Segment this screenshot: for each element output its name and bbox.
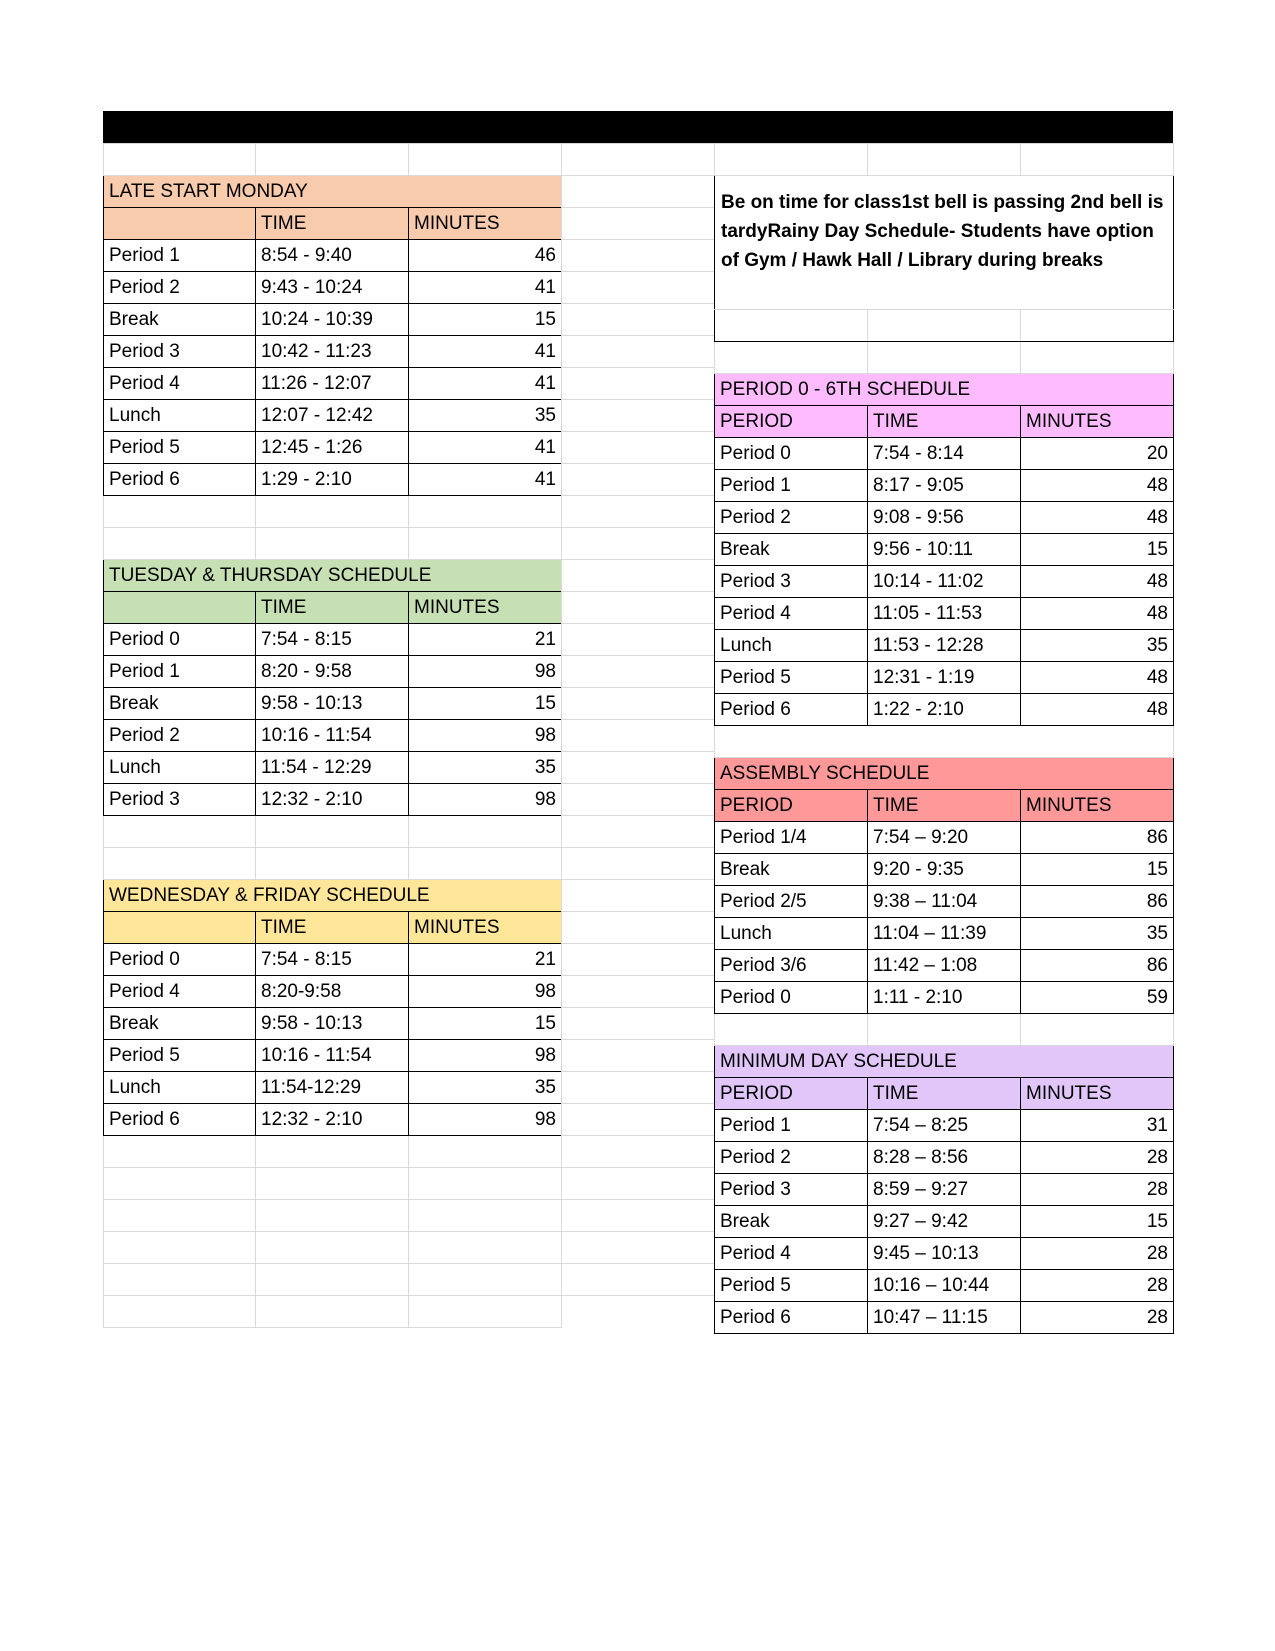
period-cell: Period 4 xyxy=(104,976,256,1008)
period-cell: Period 4 xyxy=(104,368,256,400)
time-cell: 11:54-12:29 xyxy=(256,1072,409,1104)
time-cell: 8:20 - 9:58 xyxy=(256,656,409,688)
time-cell: 12:32 - 2:10 xyxy=(256,1104,409,1136)
minutes-cell: 15 xyxy=(409,688,562,720)
period-cell: Period 2 xyxy=(715,1142,868,1174)
time-cell: 9:43 - 10:24 xyxy=(256,272,409,304)
empty-cell xyxy=(562,1264,715,1296)
empty-cell xyxy=(562,144,715,176)
period-cell: Period 6 xyxy=(104,464,256,496)
empty-cell xyxy=(562,976,715,1008)
column-header: TIME xyxy=(868,1078,1021,1110)
column-header: MINUTES xyxy=(409,912,562,944)
spacer-rows xyxy=(562,144,715,1296)
schedule-title-row xyxy=(715,1046,1174,1078)
time-cell: 10:42 - 11:23 xyxy=(256,336,409,368)
minutes-cell: 48 xyxy=(1021,502,1174,534)
time-cell: 10:47 – 11:15 xyxy=(868,1302,1021,1334)
schedule-title-row xyxy=(104,880,562,912)
table-row xyxy=(104,720,562,752)
column-header: MINUTES xyxy=(1021,790,1174,822)
time-cell: 1:11 - 2:10 xyxy=(868,982,1021,1014)
minutes-cell: 20 xyxy=(1021,438,1174,470)
table-row xyxy=(715,854,1174,886)
period-cell: Period 0 xyxy=(104,944,256,976)
minutes-cell: 98 xyxy=(409,1104,562,1136)
minutes-cell: 41 xyxy=(409,432,562,464)
minutes-cell: 15 xyxy=(1021,854,1174,886)
time-cell: 9:45 – 10:13 xyxy=(868,1238,1021,1270)
table-row xyxy=(715,886,1174,918)
table-row xyxy=(104,1008,562,1040)
time-cell: 10:16 - 11:54 xyxy=(256,1040,409,1072)
minutes-cell: 41 xyxy=(409,272,562,304)
empty-cell xyxy=(562,1008,715,1040)
empty-cell xyxy=(562,464,715,496)
empty-cell xyxy=(562,752,715,784)
column-header-row xyxy=(104,208,562,240)
empty-cell xyxy=(562,688,715,720)
right-column xyxy=(714,143,1174,1334)
table-row xyxy=(104,304,562,336)
empty-cell xyxy=(562,1072,715,1104)
table-row xyxy=(715,982,1174,1014)
period-cell: Break xyxy=(104,304,256,336)
column-header-row xyxy=(104,592,562,624)
minutes-cell: 28 xyxy=(1021,1174,1174,1206)
time-cell: 8:17 - 9:05 xyxy=(868,470,1021,502)
schedule-title: WEDNESDAY & FRIDAY SCHEDULE xyxy=(104,880,562,912)
minutes-cell: 35 xyxy=(1021,918,1174,950)
schedule-title: TUESDAY & THURSDAY SCHEDULE xyxy=(104,560,562,592)
table-row xyxy=(104,336,562,368)
time-cell: 9:56 - 10:11 xyxy=(868,534,1021,566)
period-cell: Period 5 xyxy=(104,432,256,464)
schedule-title-row xyxy=(104,560,562,592)
period-cell: Period 3 xyxy=(715,1174,868,1206)
period-cell: Period 4 xyxy=(715,598,868,630)
empty-cell xyxy=(562,208,715,240)
assembly-schedule-table xyxy=(715,758,1174,1014)
table-row xyxy=(104,752,562,784)
table-row xyxy=(104,976,562,1008)
time-cell: 10:24 - 10:39 xyxy=(256,304,409,336)
minutes-cell: 98 xyxy=(409,720,562,752)
minutes-cell: 48 xyxy=(1021,470,1174,502)
time-cell: 7:54 – 9:20 xyxy=(868,822,1021,854)
column-header-row xyxy=(715,1078,1174,1110)
minutes-cell: 98 xyxy=(409,656,562,688)
period-cell: Period 2 xyxy=(104,272,256,304)
minutes-cell: 28 xyxy=(1021,1238,1174,1270)
column-header: PERIOD xyxy=(715,790,868,822)
table-row xyxy=(715,1238,1174,1270)
schedule-title-row xyxy=(715,758,1174,790)
table-row xyxy=(104,688,562,720)
schedule-title: PERIOD 0 - 6TH SCHEDULE xyxy=(715,374,1174,406)
time-cell: 11:05 - 11:53 xyxy=(868,598,1021,630)
empty-cell xyxy=(562,1040,715,1072)
column-header: TIME xyxy=(868,790,1021,822)
table-row xyxy=(715,534,1174,566)
empty-cell xyxy=(562,720,715,752)
period-cell: Period 0 xyxy=(715,438,868,470)
schedule-title: ASSEMBLY SCHEDULE xyxy=(715,758,1174,790)
minutes-cell: 48 xyxy=(1021,694,1174,726)
table-row xyxy=(715,662,1174,694)
table-row xyxy=(104,400,562,432)
table-row xyxy=(104,464,562,496)
time-cell: 7:54 – 8:25 xyxy=(868,1110,1021,1142)
table-row xyxy=(715,630,1174,662)
empty-cell xyxy=(562,816,715,848)
empty-cell xyxy=(562,400,715,432)
empty-cell xyxy=(562,336,715,368)
time-cell: 10:16 – 10:44 xyxy=(868,1270,1021,1302)
table-row xyxy=(715,1142,1174,1174)
minutes-cell: 86 xyxy=(1021,886,1174,918)
empty-cell xyxy=(562,496,715,528)
minutes-cell: 59 xyxy=(1021,982,1174,1014)
empty-cell xyxy=(562,1200,715,1232)
minutes-cell: 28 xyxy=(1021,1302,1174,1334)
minutes-cell: 86 xyxy=(1021,950,1174,982)
table-row xyxy=(104,240,562,272)
minutes-cell: 98 xyxy=(409,1040,562,1072)
period-cell: Period 6 xyxy=(715,1302,868,1334)
period-cell: Period 3 xyxy=(104,336,256,368)
period-cell: Period 1 xyxy=(104,656,256,688)
time-cell: 9:08 - 9:56 xyxy=(868,502,1021,534)
empty-cell xyxy=(562,176,715,208)
empty-cell xyxy=(562,624,715,656)
minutes-cell: 21 xyxy=(409,624,562,656)
period-cell: Period 3 xyxy=(104,784,256,816)
period-cell: Period 5 xyxy=(104,1040,256,1072)
period-cell: Period 1 xyxy=(715,1110,868,1142)
empty-cell xyxy=(562,1136,715,1168)
period-cell: Lunch xyxy=(715,918,868,950)
column-header: TIME xyxy=(256,208,409,240)
column-header-row xyxy=(715,406,1174,438)
time-cell: 11:54 - 12:29 xyxy=(256,752,409,784)
empty-cell xyxy=(562,368,715,400)
table-row xyxy=(715,694,1174,726)
empty-cell xyxy=(562,784,715,816)
period-cell: Period 1 xyxy=(715,470,868,502)
period-cell: Lunch xyxy=(104,1072,256,1104)
table-row xyxy=(715,1270,1174,1302)
table-row xyxy=(104,656,562,688)
period-cell: Period 4 xyxy=(715,1238,868,1270)
time-cell: 1:29 - 2:10 xyxy=(256,464,409,496)
column-header: MINUTES xyxy=(1021,406,1174,438)
schedule-title-row xyxy=(715,374,1174,406)
left-column xyxy=(103,143,562,1328)
minutes-cell: 28 xyxy=(1021,1270,1174,1302)
minutes-cell: 48 xyxy=(1021,598,1174,630)
period-cell: Period 1 xyxy=(104,240,256,272)
table-row xyxy=(104,784,562,816)
time-cell: 8:59 – 9:27 xyxy=(868,1174,1021,1206)
empty-cell xyxy=(562,848,715,880)
header-bar xyxy=(103,111,1173,143)
empty-cell xyxy=(562,912,715,944)
table-row xyxy=(104,1072,562,1104)
minutes-cell: 35 xyxy=(409,752,562,784)
table-row xyxy=(715,1206,1174,1238)
minutes-cell: 86 xyxy=(1021,822,1174,854)
column-header: MINUTES xyxy=(409,208,562,240)
table-row xyxy=(715,822,1174,854)
time-cell: 12:31 - 1:19 xyxy=(868,662,1021,694)
schedule-title-row xyxy=(104,176,562,208)
time-cell: 9:58 - 10:13 xyxy=(256,1008,409,1040)
table-row xyxy=(104,1040,562,1072)
column-header-row xyxy=(715,790,1174,822)
period-cell: Break xyxy=(715,854,868,886)
period-cell: Period 5 xyxy=(715,1270,868,1302)
period-cell: Period 6 xyxy=(715,694,868,726)
column-header: MINUTES xyxy=(409,592,562,624)
column-header xyxy=(104,912,256,944)
period-cell: Break xyxy=(104,1008,256,1040)
time-cell: 7:54 - 8:15 xyxy=(256,944,409,976)
period-cell: Break xyxy=(715,534,868,566)
time-cell: 8:20-9:58 xyxy=(256,976,409,1008)
minutes-cell: 46 xyxy=(409,240,562,272)
period-cell: Period 0 xyxy=(104,624,256,656)
minutes-cell: 41 xyxy=(409,368,562,400)
period-cell: Period 5 xyxy=(715,662,868,694)
column-header: PERIOD xyxy=(715,1078,868,1110)
empty-cell xyxy=(562,560,715,592)
minutes-cell: 41 xyxy=(409,336,562,368)
period-cell: Period 3/6 xyxy=(715,950,868,982)
table-row xyxy=(715,502,1174,534)
column-header: PERIOD xyxy=(715,406,868,438)
table-row xyxy=(104,368,562,400)
time-cell: 10:16 - 11:54 xyxy=(256,720,409,752)
table-row xyxy=(715,438,1174,470)
minutes-cell: 98 xyxy=(409,784,562,816)
table-row xyxy=(715,918,1174,950)
table-row xyxy=(104,272,562,304)
column-header: MINUTES xyxy=(1021,1078,1174,1110)
period-cell: Lunch xyxy=(104,752,256,784)
time-cell: 11:42 – 1:08 xyxy=(868,950,1021,982)
minutes-cell: 35 xyxy=(409,400,562,432)
table-row xyxy=(104,1104,562,1136)
period-cell: Lunch xyxy=(104,400,256,432)
late-start-monday-table xyxy=(104,176,562,496)
period-cell: Period 2 xyxy=(715,502,868,534)
empty-cell xyxy=(562,304,715,336)
table-row xyxy=(104,944,562,976)
minutes-cell: 21 xyxy=(409,944,562,976)
empty-cell xyxy=(562,272,715,304)
column-header: TIME xyxy=(256,912,409,944)
period-cell: Period 0 xyxy=(715,982,868,1014)
schedule-note: Be on time for class1st bell is passing 2nd bell is tardyRainy Day Schedule- Students have option of Gym / Hawk Hall / Library during breaks xyxy=(715,176,1174,310)
time-cell: 11:53 - 12:28 xyxy=(868,630,1021,662)
period-cell: Period 2 xyxy=(104,720,256,752)
minutes-cell: 15 xyxy=(1021,534,1174,566)
schedule-title: LATE START MONDAY xyxy=(104,176,562,208)
time-cell: 1:22 - 2:10 xyxy=(868,694,1021,726)
time-cell: 11:04 – 11:39 xyxy=(868,918,1021,950)
time-cell: 12:45 - 1:26 xyxy=(256,432,409,464)
time-cell: 10:14 - 11:02 xyxy=(868,566,1021,598)
time-cell: 9:58 - 10:13 xyxy=(256,688,409,720)
minutes-cell: 31 xyxy=(1021,1110,1174,1142)
time-cell: 9:38 – 11:04 xyxy=(868,886,1021,918)
table-row xyxy=(715,566,1174,598)
period-0-6th-table xyxy=(715,374,1174,726)
tuesday-thursday-table xyxy=(104,560,562,816)
wednesday-friday-table xyxy=(104,880,562,1136)
period-cell: Break xyxy=(715,1206,868,1238)
minutes-cell: 41 xyxy=(409,464,562,496)
empty-cell xyxy=(562,240,715,272)
empty-cell xyxy=(562,1104,715,1136)
minutes-cell: 28 xyxy=(1021,1142,1174,1174)
schedule-title: MINIMUM DAY SCHEDULE xyxy=(715,1046,1174,1078)
empty-cell xyxy=(562,656,715,688)
time-cell: 8:28 – 8:56 xyxy=(868,1142,1021,1174)
minutes-cell: 98 xyxy=(409,976,562,1008)
empty-cell xyxy=(562,880,715,912)
column-header: TIME xyxy=(256,592,409,624)
table-row xyxy=(715,950,1174,982)
spacer-column xyxy=(561,143,715,1296)
period-cell: Period 6 xyxy=(104,1104,256,1136)
minutes-cell: 48 xyxy=(1021,662,1174,694)
period-cell: Period 2/5 xyxy=(715,886,868,918)
time-cell: 9:27 – 9:42 xyxy=(868,1206,1021,1238)
table-row xyxy=(104,432,562,464)
minimum-day-table xyxy=(715,1046,1174,1334)
column-header xyxy=(104,592,256,624)
minutes-cell: 35 xyxy=(1021,630,1174,662)
empty-cell xyxy=(562,432,715,464)
time-cell: 7:54 - 8:14 xyxy=(868,438,1021,470)
column-header xyxy=(104,208,256,240)
period-cell: Break xyxy=(104,688,256,720)
minutes-cell: 15 xyxy=(409,1008,562,1040)
time-cell: 12:07 - 12:42 xyxy=(256,400,409,432)
table-row xyxy=(715,470,1174,502)
time-cell: 12:32 - 2:10 xyxy=(256,784,409,816)
time-cell: 8:54 - 9:40 xyxy=(256,240,409,272)
minutes-cell: 48 xyxy=(1021,566,1174,598)
minutes-cell: 15 xyxy=(1021,1206,1174,1238)
empty-cell xyxy=(562,592,715,624)
minutes-cell: 15 xyxy=(409,304,562,336)
column-header: TIME xyxy=(868,406,1021,438)
table-row xyxy=(715,1110,1174,1142)
time-cell: 9:20 - 9:35 xyxy=(868,854,1021,886)
period-cell: Lunch xyxy=(715,630,868,662)
table-row xyxy=(715,598,1174,630)
time-cell: 7:54 - 8:15 xyxy=(256,624,409,656)
table-row xyxy=(715,1302,1174,1334)
time-cell: 11:26 - 12:07 xyxy=(256,368,409,400)
table-row xyxy=(104,624,562,656)
period-cell: Period 1/4 xyxy=(715,822,868,854)
left-empty-rows xyxy=(104,1136,562,1328)
minutes-cell: 35 xyxy=(409,1072,562,1104)
empty-cell xyxy=(562,1232,715,1264)
column-header-row xyxy=(104,912,562,944)
empty-cell xyxy=(562,1168,715,1200)
period-cell: Period 3 xyxy=(715,566,868,598)
table-row xyxy=(715,1174,1174,1206)
empty-cell xyxy=(562,944,715,976)
empty-cell xyxy=(562,528,715,560)
